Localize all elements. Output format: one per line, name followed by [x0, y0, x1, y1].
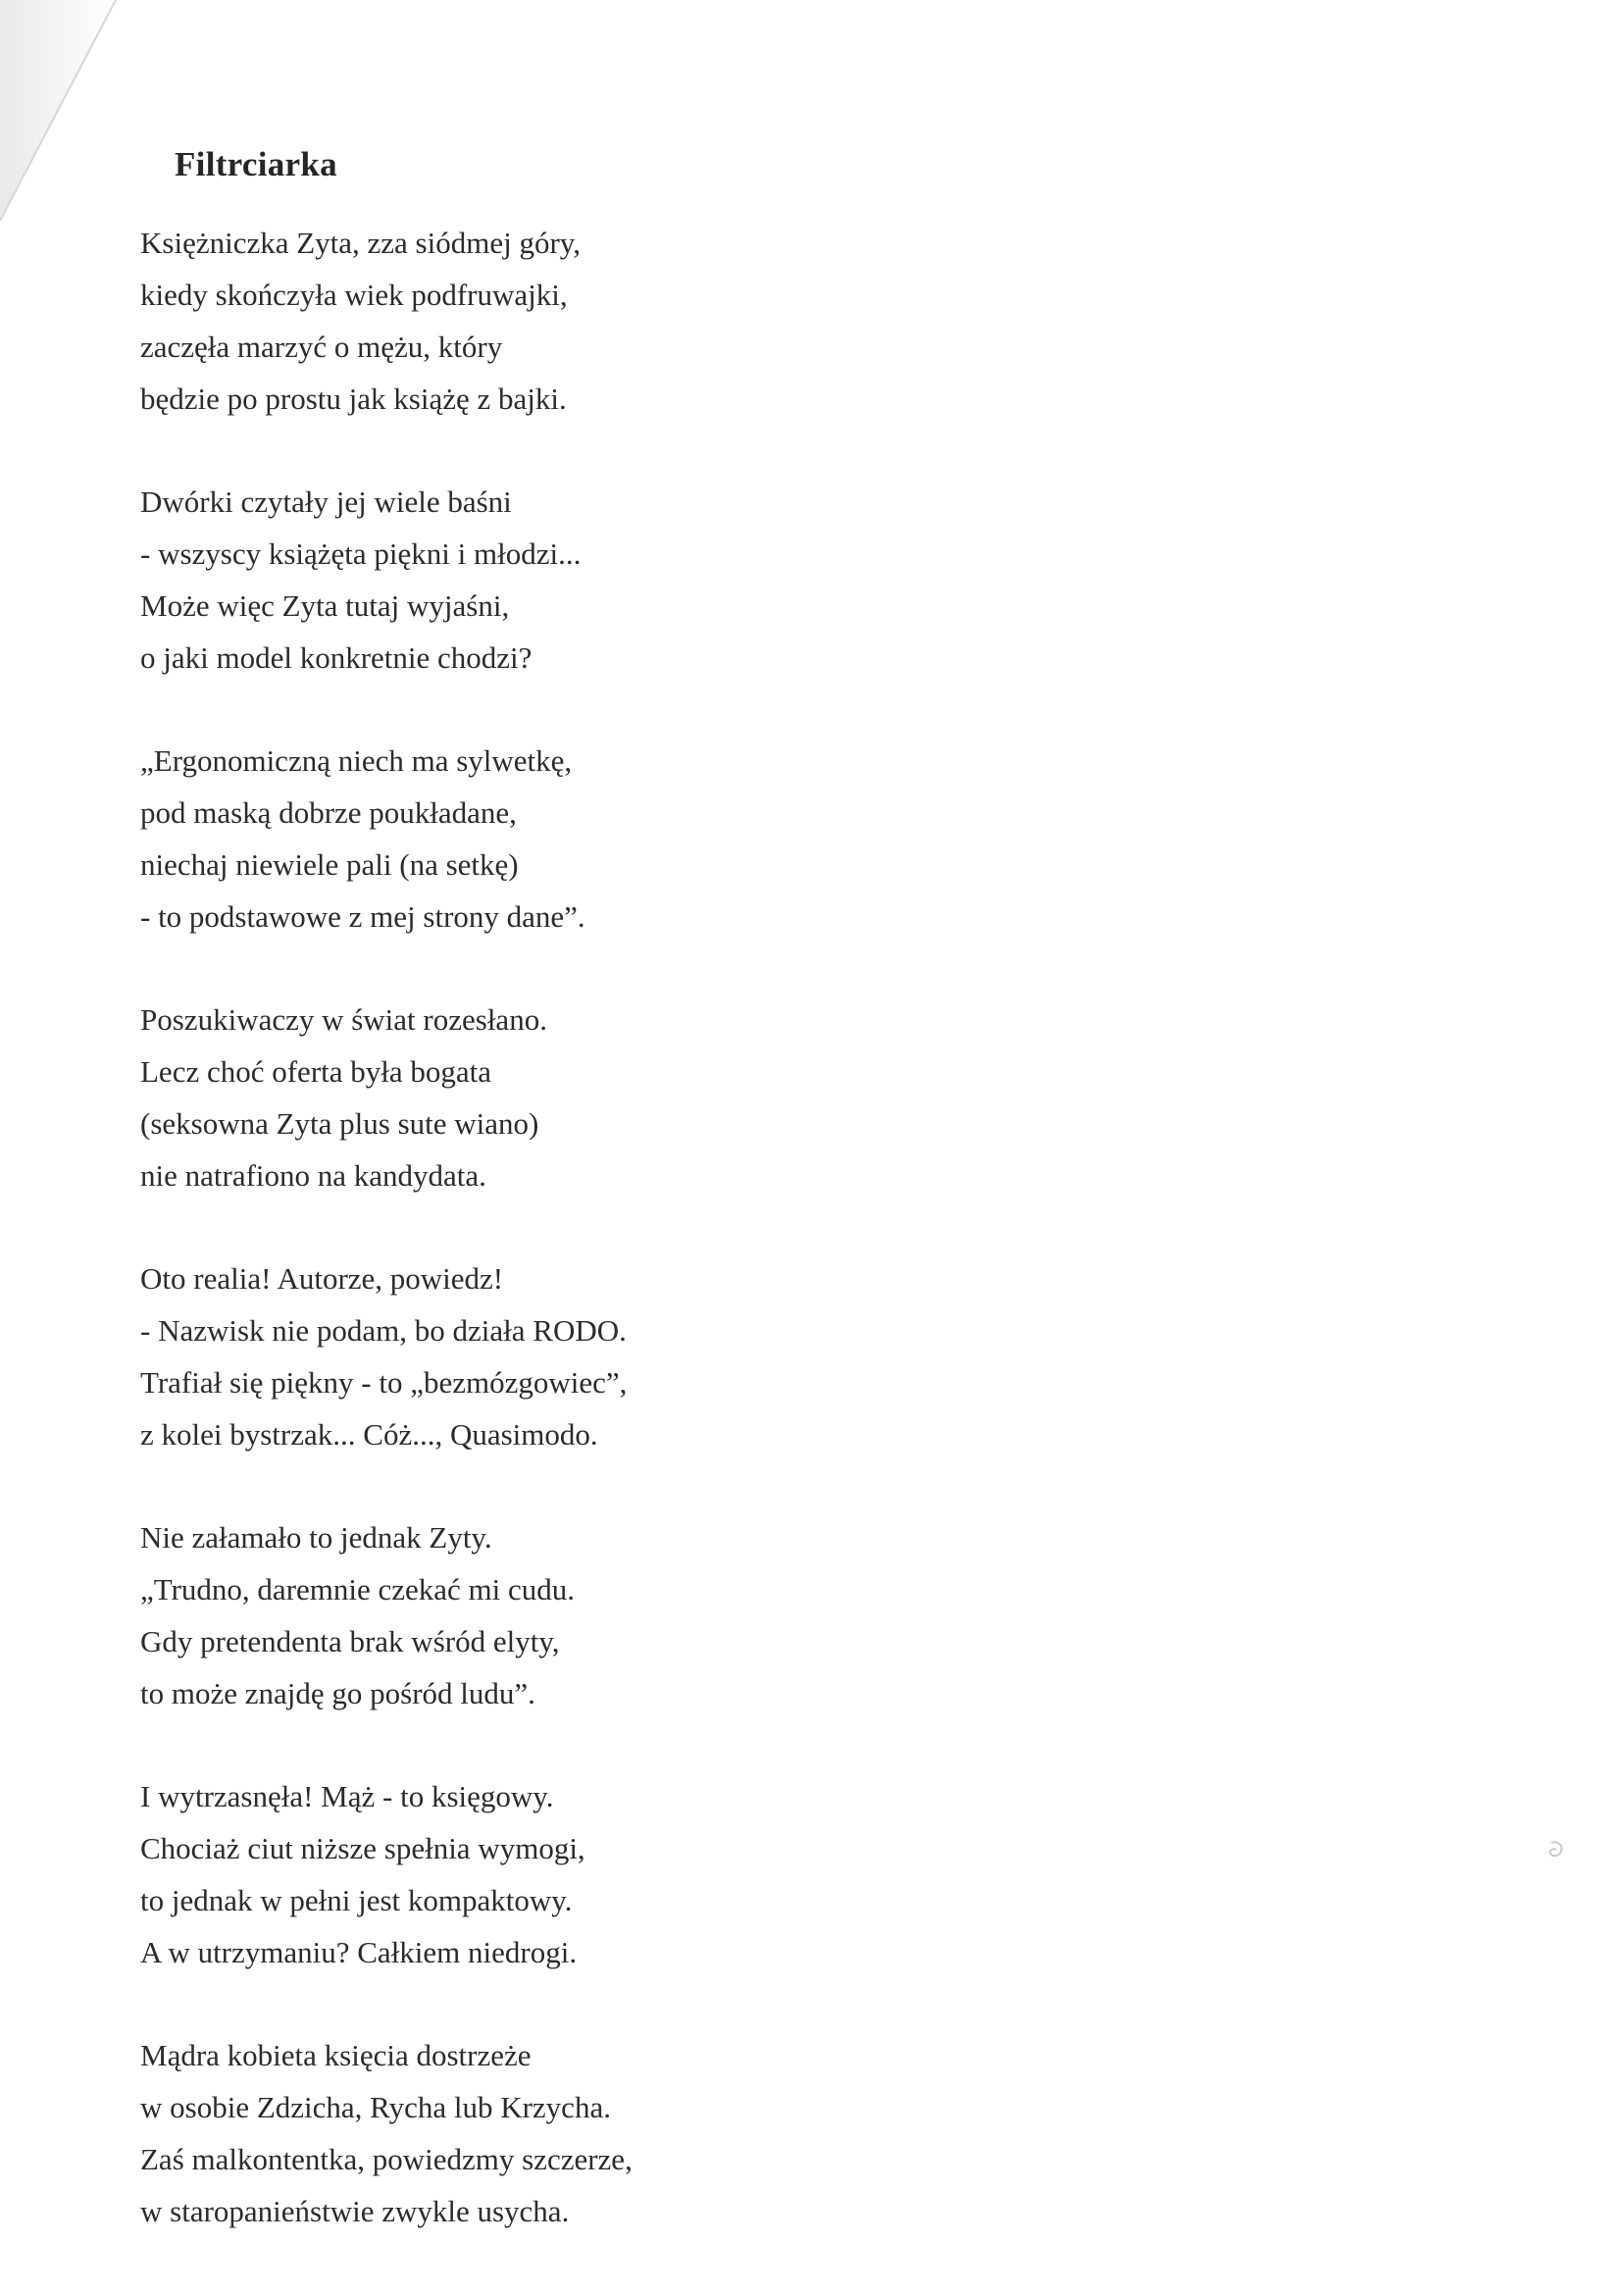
poem-line: to jednak w pełni jest kompaktowy. [140, 1883, 573, 1917]
poem-line: A w utrzymaniu? Całkiem niedrogi. [140, 1935, 578, 1969]
poem-line: będzie po prostu jak książę z bajki. [140, 382, 567, 416]
poem-line: I wytrzasnęła! Mąż - to księgowy. [140, 1779, 554, 1813]
stanza [140, 1770, 1219, 1978]
poem-line: w staropanieństwie zwykle usycha. [140, 2194, 570, 2228]
poem-line: „Ergonomiczną niech ma sylwetkę, [140, 743, 573, 778]
poem-line: Lecz choć oferta była bogata [140, 1054, 492, 1089]
stanza [140, 217, 1219, 425]
poem-line: Mądra kobieta księcia dostrzeże [140, 2038, 532, 2072]
poem-line: - to podstawowe z mej strony dane”. [140, 899, 585, 934]
stanza [140, 994, 1219, 1201]
poem-line: to może znajdę go pośród ludu”. [140, 1676, 535, 1710]
poem-line: (seksowna Zyta plus sute wiano) [140, 1106, 539, 1141]
stanza [140, 2029, 1219, 2237]
poem-line: Może więc Zyta tutaj wyjaśni, [140, 588, 510, 623]
stanza [140, 476, 1219, 684]
poem-line: Zaś malkontentka, powiedzmy szczerze, [140, 2142, 633, 2176]
poem-title: Filtrciarka [175, 145, 337, 183]
poem-line: Dwórki czytały jej wiele baśni [140, 484, 512, 519]
poem-line: kiedy skończyła wiek podfruwajki, [140, 278, 568, 312]
poem-line: Gdy pretendenta brak wśród elyty, [140, 1624, 560, 1658]
poem-line: Księżniczka Zyta, zza siódmej góry, [140, 226, 582, 260]
poem-line: Oto realia! Autorze, powiedz! [140, 1261, 504, 1296]
poem-line: Poszukiwaczy w świat rozesłano. [140, 1002, 547, 1037]
poem-body [140, 217, 1219, 2288]
poem-line: pod maską dobrze poukładane, [140, 795, 517, 830]
poem-line: „Trudno, daremnie czekać mi cudu. [140, 1572, 576, 1606]
poem-line: zaczęła marzyć o mężu, który [140, 330, 503, 364]
poem-line: Chociaż ciut niższe spełnia wymogi, [140, 1831, 585, 1865]
poem-line: Trafiał się piękny - to „bezmózgowiec”, [140, 1365, 628, 1400]
poem-line: nie natrafiono na kandydata. [140, 1158, 486, 1193]
poem-line: niechaj niewiele pali (na setkę) [140, 847, 519, 882]
scan-smudge-mark [1546, 1839, 1567, 1861]
poem-line: w osobie Zdzicha, Rycha lub Krzycha. [140, 2090, 611, 2124]
poem-line: - wszyscy książęta piękni i młodzi... [140, 536, 582, 571]
poem-line: o jaki model konkretnie chodzi? [140, 640, 533, 675]
poem-line: z kolei bystrzak... Cóż..., Quasimodo. [140, 1417, 598, 1452]
poem-line: - Nazwisk nie podam, bo działa RODO. [140, 1313, 627, 1348]
stanza [140, 735, 1219, 943]
poem-line: Nie załamało to jednak Zyty. [140, 1520, 492, 1555]
stanza [140, 1252, 1219, 1460]
stanza [140, 1511, 1219, 1719]
folded-corner-shadow [0, 0, 127, 226]
